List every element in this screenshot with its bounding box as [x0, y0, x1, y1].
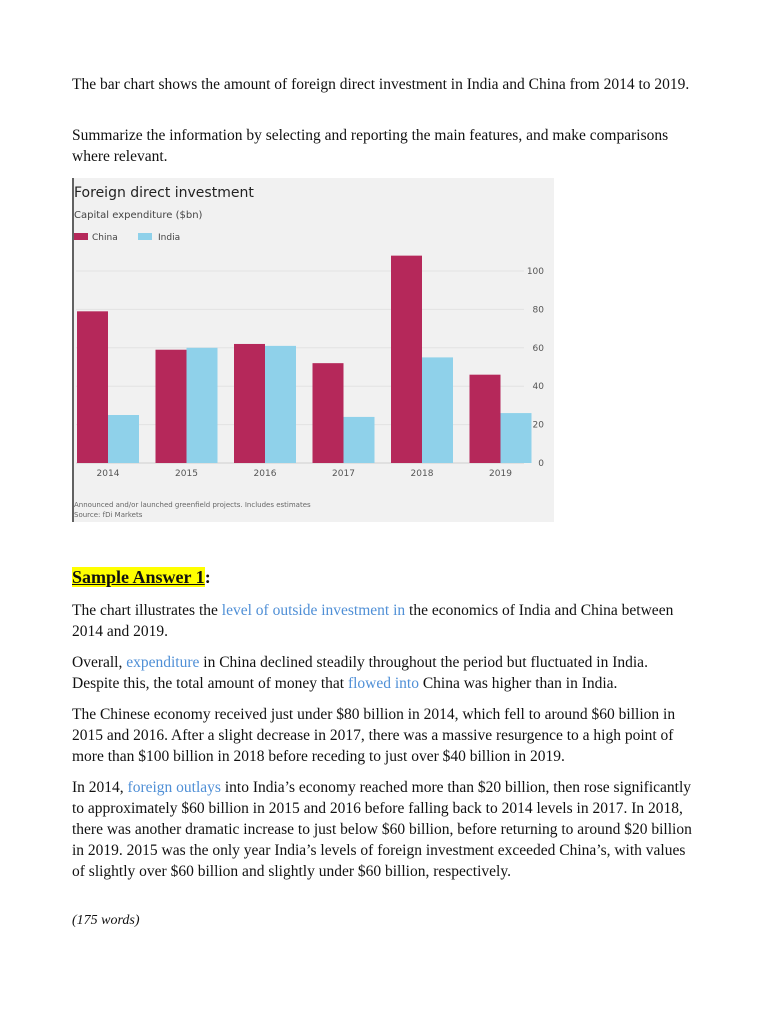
bar-china-2019 — [470, 375, 501, 463]
p4-text-b: into India’s economy reached more than $20 billion, then rose significantly to approximately $60 billion in 2015 and 2016 before falling back to 2014 levels in 2017. In 2018, there was another dramatic increase to just below $60 billion, before returning to around $20 billion in 2019. 2015 was the only year India’s levels of foreign investment exceeded China’s, with values of slightly over $60 billion and slightly under $60 billion, respectively. — [72, 779, 692, 880]
legend-label-india: India — [158, 233, 181, 243]
p2-link-2[interactable]: flowed into — [347, 675, 419, 692]
legend-swatch-india — [138, 233, 152, 240]
p1-text-b: the economics of India and China between 2014 and 2019. — [72, 602, 674, 640]
x-tick-label: 2014 — [96, 469, 120, 479]
bar-india-2016 — [265, 346, 296, 463]
p4-link[interactable]: foreign outlays — [127, 779, 221, 796]
intro-line-1: The bar chart shows the amount of foreign direct investment in India and China from 2014 to 2019. — [72, 76, 690, 93]
bar-india-2017 — [344, 417, 375, 463]
bar-china-2017 — [313, 363, 344, 463]
bar-india-2015 — [187, 348, 218, 463]
p1-text-a: The chart illustrates the — [72, 602, 222, 619]
p2-text-b: in China declined steadily throughout the period but fluctuated in India. Despite this, the total amount of money that — [72, 654, 648, 692]
bar-india-2019 — [501, 413, 532, 463]
y-tick-label: 60 — [532, 343, 544, 354]
y-tick-label: 20 — [532, 420, 544, 431]
chart-subtitle: Capital expenditure ($bn) — [74, 210, 203, 221]
x-tick-label: 2018 — [410, 469, 434, 479]
bar-china-2018 — [391, 256, 422, 463]
chart-svg — [72, 178, 554, 522]
bar-india-2014 — [108, 415, 139, 463]
answer-paragraph-1 — [72, 600, 692, 642]
sample-answer-title: Sample Answer 1 — [72, 567, 205, 587]
chart-title: Foreign direct investment — [74, 185, 254, 201]
chart-note: Announced and/or launched greenfield projects. Includes estimates — [74, 501, 311, 509]
bar-china-2016 — [234, 344, 265, 463]
bar-india-2018 — [422, 357, 453, 463]
p2-text-a: Overall, — [72, 654, 127, 671]
bar-china-2014 — [77, 311, 108, 463]
word-count: (175 words) — [72, 913, 140, 928]
answer-paragraph-3: The Chinese economy received just under $80 billion in 2014, which fell to around $60 billion in 2015 and 2016. After a slight decrease in 2017, there was a massive resurgence to a high point of more than $100 billion in 2018 before receding to just over $40 billion in 2019. — [72, 706, 676, 765]
p4-text-a: In 2014, — [72, 779, 128, 796]
legend-label-china: China — [92, 233, 118, 243]
y-tick-label: 0 — [538, 459, 544, 469]
x-tick-label: 2019 — [489, 469, 512, 479]
y-tick-label: 40 — [532, 382, 544, 393]
x-tick-label: 2017 — [332, 469, 355, 479]
legend-swatch-china — [74, 233, 88, 240]
x-tick-label: 2016 — [253, 469, 277, 479]
bar-china-2015 — [156, 350, 187, 463]
answer-paragraph-2 — [72, 652, 692, 694]
fdi-bar-chart — [72, 178, 554, 522]
sample-answer-heading — [72, 567, 211, 588]
p1-link[interactable]: level of outside investment in — [221, 602, 406, 619]
heading-colon: : — [204, 567, 211, 587]
intro-line-2: Summarize the information by selecting and reporting the main features, and make comparisons where relevant. — [72, 127, 669, 165]
p2-text-c: China was higher than in India. — [418, 675, 618, 692]
chart-source: Source: fDi Markets — [74, 511, 143, 519]
y-tick-label: 100 — [526, 267, 544, 277]
y-tick-label: 80 — [532, 305, 544, 316]
x-tick-label: 2015 — [175, 469, 198, 479]
answer-paragraph-4 — [72, 777, 692, 882]
p2-link-1[interactable]: expenditure — [126, 654, 200, 671]
